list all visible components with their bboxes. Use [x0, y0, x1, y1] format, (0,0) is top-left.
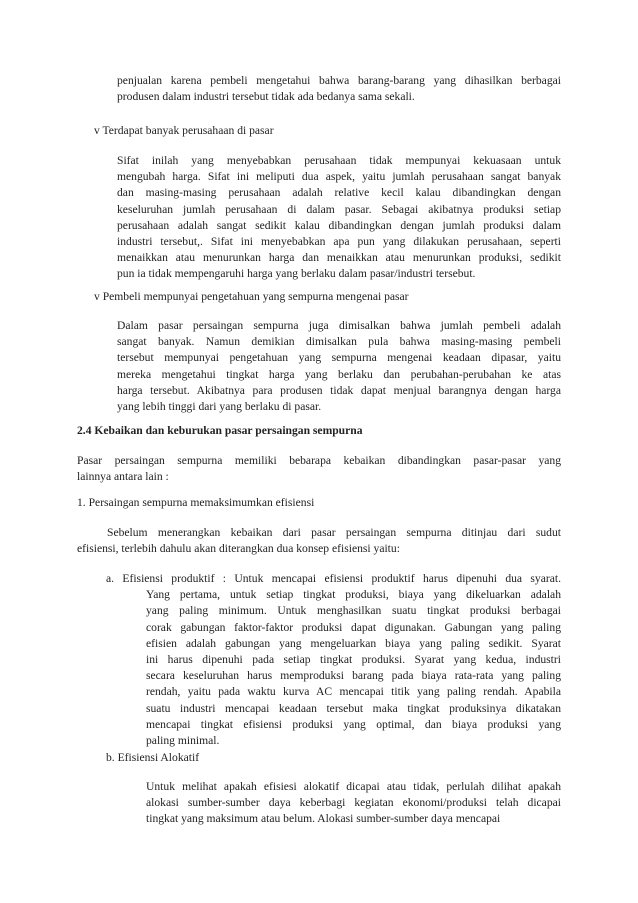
text-line: rendah, yaitu pada waktu kurva AC mencapai titik yang paling rendah. Apabila	[146, 685, 561, 699]
text-line: lainnya antara lain :	[77, 470, 169, 484]
paragraph-many-firms	[117, 153, 561, 283]
text-line: Sebelum menerangkan kebaikan dari pasar persaingan sempurna ditinjau dari sudut	[107, 526, 561, 539]
text-line: produsen dalam industri tersebut tidak ada bedanya sama sekali.	[117, 90, 415, 104]
text-line: tersebut mempunyai pengetahuan yang sempurna mengenai keadaan dipasar, yaitu	[117, 351, 561, 365]
text-line: Yang pertama, untuk setiap tingkat produksi, biaya yang dikeluarkan adalah	[146, 588, 561, 602]
text-line: tingkat yang maksimum atau belum. Alokasi sumber-sumber daya mencapai	[146, 812, 501, 826]
item-a-productive-efficiency	[106, 571, 561, 749]
text-line: Untuk melihat apakah efisiesi alokatif dicapai atau tidak, perlulah dilihat apakah	[146, 780, 561, 793]
text-line: ini harus dipenuhi pada setiap tingkat produksi. Syarat yang kedua, industri	[146, 653, 561, 667]
text-line: yang lebih tinggi dari yang berlaku di pasar.	[117, 400, 322, 414]
text-line: menaikkan atau menurunkan harga dan menaikkan atau menurunkan produksi, sedikit	[117, 251, 561, 265]
paragraph-allocative-efficiency	[146, 779, 561, 828]
paragraph-intro	[77, 453, 561, 485]
text-line: mereka mengetahui tingkat harga yang berlaku dan perubahan-perubahan ke atas	[117, 367, 561, 381]
item-b-heading: b. Efisiensi Alokatif	[106, 751, 200, 764]
text-line: keseluruhan jumlah perusahaan di dalam pasar. Sebagai akibatnya produksi setiap	[117, 202, 561, 216]
text-line: corak gabungan faktor-faktor produksi dapat digunakan. Gabungan yang paling	[146, 620, 561, 634]
text-line: perusahaan adalah sangat sedikit kalau dibandingkan dengan jumlah produksi dalam	[117, 218, 561, 232]
text-line: penjualan karena pembeli mengetahui bahwa barang-barang yang dihasilkan berbagai	[117, 74, 561, 87]
text-line: mengubah harga. Sifat ini meliputi dua aspek, yaitu jumlah perusahaan sangat banyak	[117, 170, 561, 184]
text-line: secara keseluruhan harus memproduksi barang pada biaya rata-rata yang paling	[146, 669, 561, 683]
text-line: Pasar persaingan sempurna memiliki bebarapa kebaikan dibandingkan pasar-pasar yang	[77, 454, 561, 467]
text-line: sangat banyak. Namun demikian dimisalkan pula bahwa masing-masing pembeli	[117, 335, 561, 349]
text-line: Sifat inilah yang menyebabkan perusahaan tidak mempunyai kekuasaan untuk	[117, 154, 561, 167]
paragraph-perfect-knowledge	[117, 318, 561, 415]
text-line: dan masing-masing perusahaan adalah relative kecil kalau dibandingkan dengan	[117, 186, 561, 200]
section-heading: 2.4 Kebaikan dan keburukan pasar persaingan sempurna	[77, 424, 363, 437]
bullet-heading-perfect-knowledge: v Pembeli mempunyai pengetahuan yang sempurna mengenai pasar	[94, 290, 409, 303]
text-line: alokasi sumber-sumber daya keberbagi kegiatan ekonomi/produksi telah dicapai	[146, 796, 561, 810]
text-line: harga tersebut. Akibatnya para produsen tidak dapat menjual barangnya dengan harga	[117, 383, 561, 397]
text-line: Dalam pasar persaingan sempurna juga dimisalkan bahwa jumlah pembeli adalah	[117, 319, 561, 332]
text-line: mencapai tingkat efisiensi produksi yang optimal, dan biaya produksi yang	[146, 717, 561, 731]
text-line: a. Efisiensi produktif : Untuk mencapai efisiensi produktif harus dipenuhi dua syarat.	[106, 572, 561, 585]
text-line: pun ia tidak mempengaruhi harga yang berlaku dalam pasar/industri tersebut.	[117, 267, 476, 281]
paragraph-continuation	[117, 73, 561, 105]
numbered-heading: 1. Persaingan sempurna memaksimumkan efisiensi	[77, 496, 315, 509]
text-line: efisien adalah gabungan yang mengeluarkan biaya yang paling sedikit. Syarat	[146, 636, 561, 650]
text-line: paling minimal.	[146, 734, 220, 748]
text-line: suatu industri mencapai keadaan tersebut maka tingkat produksinya dikatakan	[146, 701, 561, 715]
bullet-heading-many-firms: v Terdapat banyak perusahaan di pasar	[94, 124, 274, 137]
text-line: industri tersebut,. Sifat ini menyebabkan apa pun yang dilakukan perusahaan, seperti	[117, 235, 561, 249]
text-line: yang paling minimum. Untuk menghasilkan suatu tingkat produksi berbagai	[146, 604, 561, 618]
text-line: efisiensi, terlebih dahulu akan diterangkan dua konsep efisiensi yaitu:	[77, 542, 400, 556]
paragraph-efficiency-intro	[77, 525, 561, 557]
